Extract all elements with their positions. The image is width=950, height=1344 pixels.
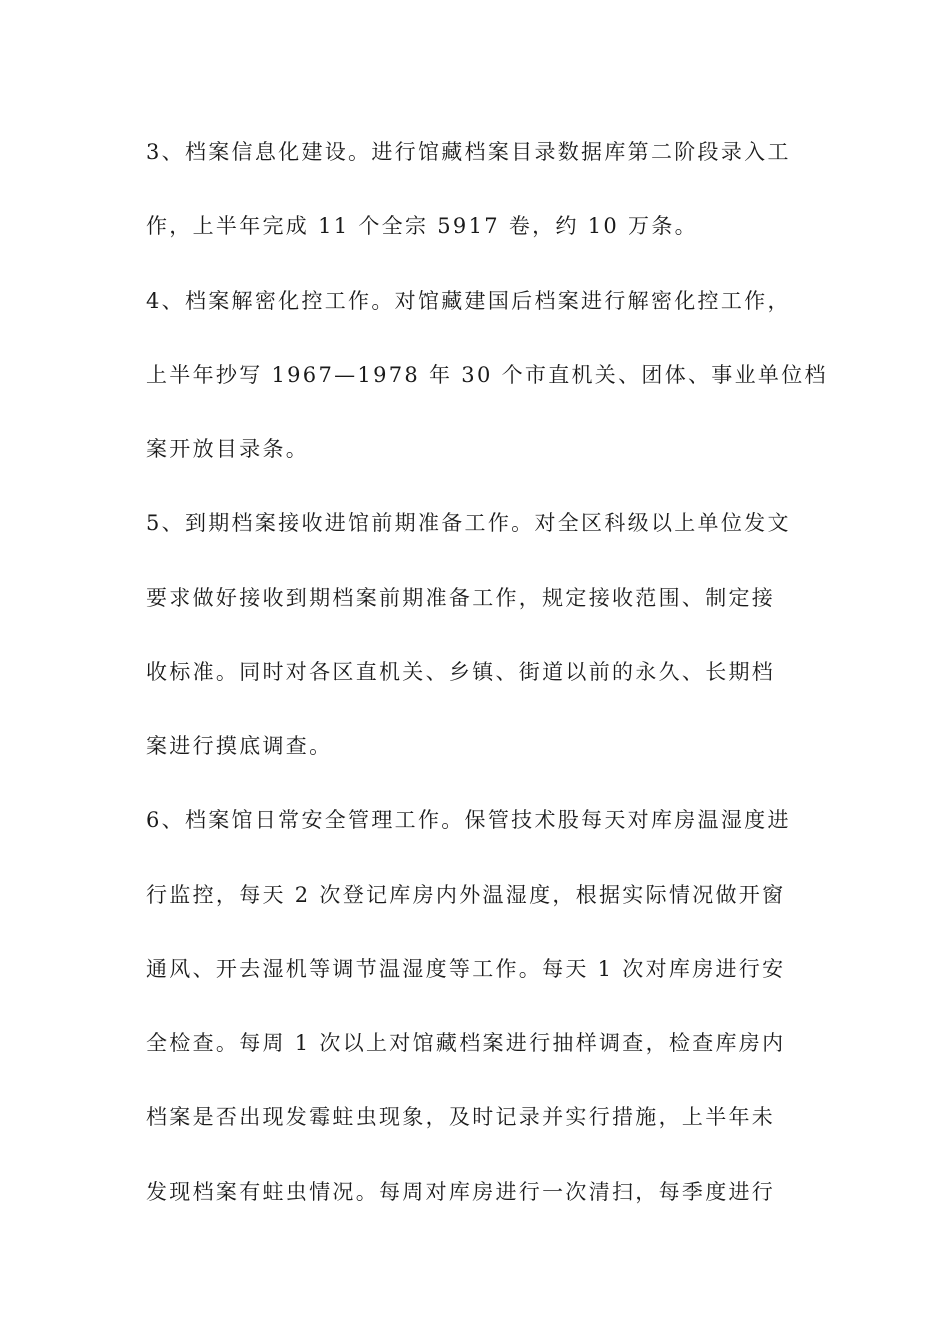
text-line: 3、档案信息化建设。进行馆藏档案目录数据库第二阶段录入工	[146, 140, 791, 164]
text-line: 5、到期档案接收进馆前期准备工作。对全区科级以上单位发文	[146, 511, 791, 535]
text-line: 案开放目录条。	[146, 437, 310, 461]
text-line: 4、档案解密化控工作。对馆藏建国后档案进行解密化控工作，	[146, 289, 791, 313]
text-line: 上半年抄写 1967—1978 年 30 个市直机关、团体、事业单位档	[146, 363, 828, 387]
text-line: 6、档案馆日常安全管理工作。保管技术股每天对库房温湿度进	[146, 808, 791, 832]
text-line: 发现档案有蛀虫情况。每周对库房进行一次清扫，每季度进行	[146, 1180, 776, 1204]
text-line: 作，上半年完成 11 个全宗 5917 卷，约 10 万条。	[146, 214, 698, 238]
text-line: 行监控，每天 2 次登记库房内外温湿度，根据实际情况做开窗	[146, 883, 786, 907]
text-line: 全检查。每周 1 次以上对馆藏档案进行抽样调查，检查库房内	[146, 1031, 786, 1055]
text-line: 档案是否出现发霉蛀虫现象，及时记录并实行措施，上半年未	[146, 1105, 776, 1129]
text-line: 收标准。同时对各区直机关、乡镇、街道以前的永久、长期档	[146, 660, 776, 684]
text-line: 要求做好接收到期档案前期准备工作，规定接收范围、制定接	[146, 586, 776, 610]
text-line: 案进行摸底调查。	[146, 734, 333, 758]
text-line: 通风、开去湿机等调节温湿度等工作。每天 1 次对库房进行安	[146, 957, 786, 981]
